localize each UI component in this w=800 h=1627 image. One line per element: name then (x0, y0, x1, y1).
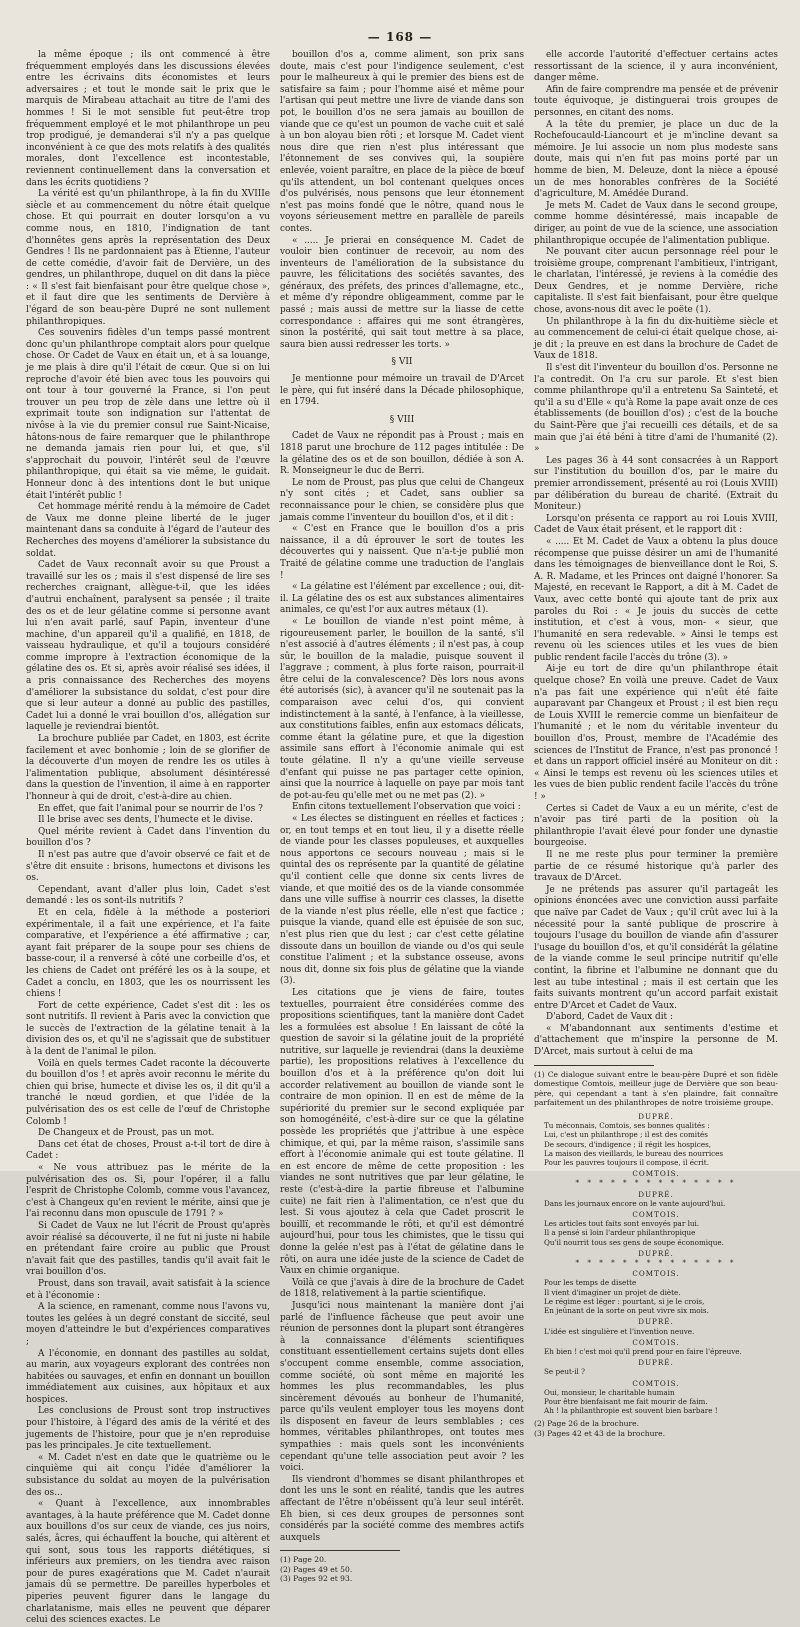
paragraph: elle accorde l'autorité d'effectuer certains actes ressortissant de la science, il y aura inconvénient, danger même. (534, 50, 778, 84)
paragraph: « M'abandonnant aux sentiments d'estime et d'attachement que m'inspire la personne de M. D'Arcet, mais surtout à celui de ma (534, 1023, 778, 1058)
footnote: (1) Ce dialogue suivant entre le beau-père Dupré et son fidèle domestique Comtois, meilleur juge de Dervière que son beau-père, qui cependant a tant à s'en plaindre, fait connaître parfaitement un des philanthropes de notre troisième groupe. (534, 1069, 778, 1108)
paragraph: Un philanthrope à la fin du dix-huitième siècle et au commencement de celui-ci était quelque chose, ai-je dit ; la preuve en est dans la brochure de Cadet de Vaux de 1818. (534, 316, 778, 362)
dialogue-line: Lui, c'est un philanthrope ; il est des comités (544, 1130, 708, 1140)
paragraph: Lorsqu'on présenta ce rapport au roi Louis XVIII, Cadet de Vaux était présent, et le rapport dit : (534, 513, 778, 536)
dialogue-line: Il vient d'imaginer un projet de diète. (544, 1287, 681, 1297)
dialogue-line: Les articles tout faits sont envoyés par lui. (544, 1219, 700, 1229)
dialogue-line: Le régime est léger : pourtant, si je le crois, (544, 1296, 705, 1306)
paragraph: Proust, dans son travail, avait satisfait à la science et à l'économie : (26, 1278, 270, 1301)
dialogue-speaker: COMTOIS. (632, 1210, 680, 1220)
paragraph: « C'est en France que le bouillon d'os a pris naissance, il a dû éprouver le sort de toutes les découvertes qui y naissent. Que n'a-t-je publié mon Traité de gélatine comme une traduction de l'anglais ! (280, 524, 524, 581)
paragraph: la même époque ; ils ont commencé à être fréquemment employés dans les discussions élevées entre les écrivains dits économistes et leurs adversaires ; et tout le monde sait le prix que le marquis de Mirabeau attachait au titre de l'ami des hommes ! Si le mot sensible fut peut-être trop fréquemment employé et le mot philanthrope un peu trop prodigué, je demanderai s'il n'y a pas quelque inconvénient à ce que des mots relatifs à des qualités morales, dont l'excellence est incontestable, reviennent continuellement dans la conversation et dans les écrits quotidiens ? (26, 50, 270, 188)
dialogue-speaker: COMTOIS. (632, 1337, 680, 1347)
paragraph: Voilà ce que j'avais à dire de la brochure de Cadet de 1818, relativement à la partie scientifique. (280, 1277, 524, 1300)
paragraph: Quel mérite revient à Cadet dans l'invention du bouillon d'os ? (26, 826, 270, 849)
paragraph: « ..... Je prierai en conséquence M. Cadet de vouloir bien continuer de recevoir, au nom des inventeurs de l'amélioration de la subsistance du pauvre, les félicitations des sociétés savantes, des généraux, des préfets, des princes d'allemagne, etc., et même d'y répondre obligeamment, comme par le passé ; mais aussi de mettre sur la liasse de cette correspondance : affaires qui me sont étrangères, sinon la postérité, qui sait tout mettre à sa place, saura bien aussi redresser les torts. » (280, 235, 524, 350)
dialogue-speaker: DUPRÉ. (638, 1112, 674, 1122)
paragraph: Voilà en quels termes Cadet raconte la découverte du bouillon d'os ! et après avoir reconnu le mérite du chien qui brise, humecte et divise les os, il dit qu'il a tranché le nœud gordien, et que l'idée de la pulvérisation des os est celle de l'œuf de Christophe Colomb ! (26, 1058, 270, 1127)
dialogue-line: Se peut-il ? (544, 1367, 585, 1377)
paragraph: Les citations que je viens de faire, toutes textuelles, pourraient être considérées comme des propositions scientifiques, tant la manière dont Cadet les a formulées est absolue ! En laissant de côté la question de savoir si la gélatine jouit de la propriété nutritive, sur laquelle je reviendrai (dans la deuxième partie), les propositions relatives à l'excellence du bouillon d'os et à la préférence qu'on doit lui accorder relativement au bouillon de viande sont le contraire de mon opinion. Il en est de même de la supériorité du premier sur le second expliquée par son homogénéité, c'est-à-dire sur ce que la gélatine possède les propriétés que j'attribue à une espèce chimique, et qui, par la même raison, s'assimile sans effort à l'économie animale qui est toute gélatine. Il en est encore de même de cette proposition : les viandes ne sont nutritives que par leur gélatine, le reste (c'est-à-dire la partie fibreuse et l'albumine cuite) ne fait rien à l'alimentation, ce n'est que du lest. Si vous ajoutez à cela que Cadet proscrit le bouillï, et recommande le rôti, et qu'il est démontré aujourd'hui, pour tous les chimistes, que le tissu qui donne la gelée n'est pas à l'état de gélatine dans le rôti, on aura une idée juste de la science de Cadet de Vaux en chimie organique. (280, 987, 524, 1277)
paragraph: A l'économie, en donnant des pastilles au soldat, au marin, aux voyageurs explorant des contrées non habitées ou sauvages, et enfin en donnant un bouillon immédiatement aux cuisines, aux hôpitaux et aux hospices. (26, 1348, 270, 1405)
paragraph: A la science, en ramenant, comme nous l'avons vu, toutes les gelées à un degré constant de siccité, seul moyen d'atteindre le but d'expériences comparatives ; (26, 1302, 270, 1347)
paragraph: Ils viendront d'hommes se disant philanthropes et dont les uns le sont en réalité, tandis que les autres affectant de l'être n'obéissent qu'à leur seul intérêt. Eh bien, si ces deux groupes de personnes sont considérés par la société comme des membres actifs auxquels (280, 1474, 524, 1543)
footnote: (2) Pages 49 et 50. (280, 1564, 353, 1574)
paragraph: Les conclusions de Proust sont trop instructives pour l'histoire, à l'égard des amis de la vérité et des jugements de l'histoire, pour que je n'en reproduise pas les principales. Je cite textuellement. (26, 1406, 270, 1452)
column-1 (26, 50, 270, 1626)
dialogue-line: Pour les pauvres toujours il compose, il écrit. (544, 1158, 709, 1168)
page-number-header: — 168 — (367, 30, 433, 44)
paragraph: Le nom de Proust, pas plus que celui de Changeux n'y sont cités ; et Cadet, sans oublier sa reconnaissance pour le chien, se considère plus que jamais comme l'inventeur du bouillon d'os, et il dit : (280, 477, 524, 523)
paragraph: Cet hommage mérité rendu à la mémoire de Cadet de Vaux me donne pleine liberté de le juger maintenant dans sa conduite à l'égard de l'auteur des Recherches des moyens d'améliorer la subsistance du soldat. (26, 502, 270, 559)
dialogue-line: Ah ! la philanthropie est souvent bien barbare ! (544, 1406, 718, 1416)
ellipsis-stars: * * * * * * * * * * * * * * (575, 1258, 737, 1268)
footnote: (2) Page 26 de la brochure. (534, 1419, 640, 1429)
dialogue-speaker: DUPRÉ. (638, 1317, 674, 1327)
paragraph: Je mets M. Cadet de Vaux dans le second groupe, comme homme désintéressé, mais incapable de diriger, au point de vue de la science, une association philanthropique occupée de l'alimentation publique. (534, 200, 778, 246)
dialogue-speaker: COMTOIS. (632, 1269, 680, 1279)
section-heading: § VIII (389, 414, 415, 425)
paragraph: A la tête du premier, je place un duc de la Rochefoucauld-Liancourt et je m'incline devant sa mémoire. Je lui associe un nom plus modeste sans doute, mais qui n'en fut pas moins porté par un homme de bien, M. Deleuze, dont la nièce a épousé un de mes honorables confrères de la Société d'agriculture, M. Amédée Durand. (534, 119, 778, 200)
paragraph: Fort de cette expérience, Cadet s'est dit : les os sont nutritifs. Il revient à Paris avec la conviction que le succès de l'extraction de la gélatine tenait à la division des os, et qu'il ne s'agissait que de substituer à la dent de l'animal le pilon. (26, 1000, 270, 1058)
dialogue-speaker: COMTOIS. (632, 1169, 680, 1179)
paragraph: « Quant à l'excellence, aux innombrables avantages, à la haute préférence que M. Cadet donne aux bouillons d'os sur ceux de viande, ces jus noirs, salés, âcres, qui échauffent la bouche, qui altèrent et qui sont, sous tous les rapports diététiques, si inférieurs aux premiers, on les tiendra avec raison pour de pures exagérations que M. Cadet n'aurait jamais dû se permettre. De pareilles hyperboles et piperies peuvent figurer dans le langage du charlatanisme, mais elles ne peuvent que déparer celui des sciences exactes. Le (26, 1499, 270, 1626)
paragraph: « M. Cadet n'est en date que le quatrième ou le cinquième qui ait conçu l'idée d'améliorer la subsistance du soldat au moyen de la pulvérisation des os... (26, 1452, 270, 1498)
paragraph: bouillon d'os a, comme aliment, son prix sans doute, mais c'est pour l'indigence seulement, c'est pour le malheureux à qui le premier des biens est de satisfaire sa faim ; pour l'homme aisé et même pour l'artisan qui peut mettre une livre de viande dans son pot, le bouillon d'os ne sera jamais au bouillon de viande que ce qu'est un poumon de vache cuit et salé à un bon aloyau bien rôti ; et lorsque M. Cadet vient nous dire que rien n'est plus intéressant que l'étonnement de ses convives qui, la soupière enlevée, voient paraître, en place de la pièce de bœuf qu'ils attendent, un bol contenant quelques onces d'os pulvérisés, nous pensons que leur étonnement n'est pas moins fondé que le nôtre, quand nous le voyons sérieusement mettre en parallèle de pareils contes. (280, 50, 524, 234)
paragraph: Certes si Cadet de Vaux a eu un mérite, c'est de n'avoir pas tiré parti de la position où la philanthropie l'avait élevé pour fonder une dynastie bourgeoise. (534, 803, 778, 849)
dialogue-line: Dans les journaux encore on le vante aujourd'hui. (544, 1198, 726, 1208)
paragraph: De Changeux et de Proust, pas un mot. (38, 1128, 215, 1139)
text-columns (26, 50, 778, 1626)
paragraph: Et en cela, fidèle à la méthode a posteriori expérimentale, il a fait une expérience, et l'a faite comparative, et l'expérience a été affirmative ; car, ayant fait préparer de la soupe pour ses chiens de basse-cour, il a renversé à côté une corbeille d'os, et les chiens de Cadet ont préféré les os à la soupe, et Cadet a conclu, en 1803, que les os nourrissent les chiens ! (26, 907, 270, 1000)
footnote: (3) Pages 92 et 93. (280, 1574, 353, 1584)
paragraph: En effet, que fait l'animal pour se nourrir de l'os ? (38, 803, 263, 814)
paragraph: Cependant, avant d'aller plus loin, Cadet s'est demandé : les os sont-ils nutritifs ? (26, 884, 270, 907)
dialogue-line: Qu'il nourrit tous ses gens de soupe économique. (544, 1237, 724, 1247)
paragraph: Cadet de Vaux reconnaît avoir su que Proust a travaillé sur les os ; mais il s'est dispensé de lire ses recherches craignant, allègue-t-il, que les idées d'autrui enchaînent, paralysent sa pensée ; il traite des os et de leur gélatine comme si personne avant lui n'en avait parlé, sauf Papin, inventeur d'une machine, d'un appareil qu'il a qualifié, en 1818, de vaisseau hydraulique, et qu'il a toujours considéré comme impropre à l'extraction économique de la gélatine des os. Et si, après avoir réalisé ses idées, il a pris connaissance des Recherches des moyens d'améliorer la subsistance du soldat, c'est pour dire que si leur auteur a donné au public des pastilles, Cadet lui a donné le vrai bouillon d'os, allégation sur laquelle je reviendrai bientôt. (26, 560, 270, 733)
paragraph: Ces souvenirs fidèles d'un temps passé montrent donc qu'un philanthrope comptait alors pour quelque chose. Or Cadet de Vaux en était un, et à sa louange, je me plais à dire qu'il l'était de cœur. Que si on lui reproche d'avoir été bien avec tous les pouvoirs qui ont tour à tour gouverné la France, si l'on peut trouver un peu trop de zèle dans une lettre où il exprimait toute son indignation sur l'attentat de nivôse à la vie du premier consul rue Saint-Nicaise, hâtons-nous de faire remarquer que le philanthrope ne demanda jamais rien pour lui, et que, s'il s'approchait du pouvoir, l'intérêt seul de l'œuvre philanthropique, qui était sa vie même, le guidait. Honneur donc à des intentions dont le but unique était l'intérêt public ! (26, 328, 270, 501)
column-2 (280, 50, 524, 1584)
paragraph: La vérité est qu'un philanthrope, à la fin du XVIIIe siècle et au commencement du nôtre était quelque chose. Et qui pourrait en douter lorsqu'on a vu comme nous, en 1810, l'indignation de tant d'honnêtes gens après la représentation des Deux Gendres ! Ils ne pardonnaient pas à Etienne, l'auteur de cette comédie, d'avoir fait de Dervière, un des gendres, un philanthrope, duquel on dit dans la pièce : « Il s'est fait bienfaisant pour être quelque chose », et il faut dire que les sentiments de Dervière à l'égard de son beau-père Dupré ne sont nullement philanthropiques. (26, 189, 270, 327)
footnote: (1) Page 20. (280, 1555, 327, 1565)
paragraph: Ai-je eu tort de dire qu'un philanthrope était quelque chose? En voilà une preuve. Cadet de Vaux n'a pas fait une expérience qui n'eût été faite auparavant par Changeux et Proust ; il est bien reçu de Louis XVIII le remercie comme un bienfaiteur de l'humanité ; et le nom du véritable inventeur du bouillon d'os, Proust, membre de l'Académie des sciences de l'Institut de France, n'est pas prononcé ! et dans un rapport officiel inséré au Moniteur on dit : « Ainsi le temps est revenu où les sciences utiles et les vues de bien public rendent facile l'accès du trône ! » (534, 664, 778, 802)
dialogue-line: De secours, d'indigence ; il régit les hospices, (544, 1139, 712, 1149)
section-heading: § VII (391, 357, 413, 368)
dialogue-speaker: COMTOIS. (632, 1378, 680, 1388)
paragraph: Afin de faire comprendre ma pensée et de prévenir toute équivoque, je distinguerai trois groupes de personnes, en citant des noms. (534, 84, 778, 118)
dialogue-line: Tu méconnais, Comtois, ses bonnes qualités : (544, 1121, 710, 1131)
paragraph: Dans cet état de choses, Proust a-t-il tort de dire à Cadet : (26, 1139, 270, 1162)
paragraph: Cadet de Vaux ne répondit pas à Proust ; mais en 1818 parut une brochure de 112 pages intitulée : De la gélatine des os et de son bouillon, dédiée à son A. R. Monseigneur le duc de Berri. (280, 431, 524, 477)
footnote-rule (534, 1065, 654, 1066)
ellipsis-stars: * * * * * * * * * * * * * * (575, 1178, 737, 1188)
column-3 (534, 50, 778, 1438)
paragraph: D'abord, Cadet de Vaux dit : (546, 1012, 673, 1023)
footnotes (534, 1419, 778, 1438)
dialogue-line: Pour être bienfaisant me fait mourir de faim. (544, 1396, 708, 1406)
dialogue-line: La maison des vieillards, le bureau des nourrices (544, 1148, 724, 1158)
paragraph: Il ne me reste plus pour terminer la première partie de ce résumé historique qu'à parler des travaux de D'Arcet. (534, 849, 778, 884)
paragraph: Il n'est pas autre que d'avoir observé ce fait et de s'être dit ensuite : brisons, humectons et divisons les os. (26, 849, 270, 884)
paragraph: « Le bouillon de viande n'est point même, à rigoureusement parler, le bouillon de la santé, s'il n'est associé à d'autres éléments ; il n'est pas, à coup sûr, le bouillon de la maladie, puisque souvent il l'aggrave ; comment, à plus forte raison, pourrait-il être celui de la convalescence? Dès lors nous avons été autorisés (sic), à avancer qu'il ne soutenait pas la comparaison avec celui d'os, qui convient indistinctement à la santé, à l'enfance, à la vieillesse, aux constitutions faibles, enfin aux estomacs délicats, comme étant la gélatine pure, et que la digestion assimile sans effort à l'économie animale qui est toute gélatine. Il n'y a qu'une vieille serveuse d'enfant qui puisse ne pas partager cette opinion, ainsi que la nourrice à laquelle on paye par mois tant de pot-au-feu qu'elle met ou ne met pas (2). » (280, 616, 524, 801)
paragraph: Enfin citons textuellement l'observation que voici : (292, 802, 521, 813)
paragraph: Je ne prétends pas assurer qu'il partageât les opinions énoncées avec une conviction aussi parfaite que naïve par Cadet de Vaux ; qu'il crût avec lui à la nécessité pour la santé publique de proscrire à toujours l'usage du bouillon de viande afin d'assurer l'usage du bouillon d'os, et qu'il considérât la gélatine de la viande comme le seul principe nutritif qu'elle contînt, la fibrine et l'albumine ne donnant que du lest au tube intestinal ; mais il est certain que les faits suivants montrent qu'un accord parfait existait entre D'Arcet et Cadet de Vaux. (534, 884, 778, 1011)
dialogue-line: Pour les temps de disette (544, 1278, 637, 1288)
dialogue-excerpt (534, 1112, 778, 1415)
paragraph: Il le brise avec ses dents, l'humecte et le divise. (38, 815, 253, 826)
dialogue-speaker: DUPRÉ. (638, 1358, 674, 1368)
paragraph: Ne pouvant citer aucun personnage réel pour le troisième groupe, comprenant l'ambitieux, l'intrigant, le charlatan, l'intéressé, je reviens à la comédie des Deux Gendres, et je nomme Dervière, riche capitaliste. Il s'est fait bienfaisant, pour être quelque chose, avons-nous dit avec le poëte (1). (534, 247, 778, 316)
dialogue-speaker: DUPRÉ. (638, 1248, 674, 1258)
paragraph: « La gélatine est l'élément par excellence ; oui, dit-il. La gélatine des os est aux substances alimentaires animales, ce qu'est l'or aux autres métaux (1). (280, 582, 524, 616)
paragraph: « Ne vous attribuez pas le mérite de la pulvérisation des os. Si, pour l'opérer, il a fallu l'esprit de Christophe Colomb, comme vous l'avancez, c'est à Changeux qu'en revient le mérite, ainsi que je l'ai reconnu dans mon opuscule de 1791 ? » (26, 1163, 270, 1220)
footnotes (280, 1555, 524, 1583)
dialogue-line: Oui, monsieur, le charitable humain (544, 1387, 675, 1397)
paragraph: Jusqu'ici nous maintenant la manière dont j'ai parlé de l'influence fâcheuse que peut avoir une réunion de personnes dont la plupart sont étrangères à la connaissance d'éléments scientifiques constituant essentiellement certains sujets dont elles s'occupent comme ensemble, comme association, comme société, où sont même en majorité les hommes les plus recommandables, les plus sincèrement dévoués au bonheur de l'humanité, parce qu'ils veulent employer tous les moyens dont ils disposent en faveur de leurs semblables ; ces hommes, véritables philanthropes, ont toutes mes sympathies : mais quels sont les inconvénients cependant qu'une telle association peut avoir ? les voici. (280, 1300, 524, 1474)
paragraph: Les pages 36 à 44 sont consacrées à un Rapport sur l'institution du bouillon d'os, par le maire du premier arrondissement, présenté au roi (Louis XVIII) par délibération du bureau de charité. (Extrait du Moniteur.) (534, 455, 778, 513)
dialogue-speaker: DUPRÉ. (638, 1189, 674, 1199)
paragraph: Je mentionne pour mémoire un travail de D'Arcet le père, qui fut inséré dans la Décade philosophique, en 1794. (280, 374, 524, 408)
paragraph: « ..... Et M. Cadet de Vaux a obtenu la plus douce récompense que puisse désirer un ami de l'humanité dans les témoignages de bienveillance dont le Roi, S. A. R. Madame, et les Princes ont daigné l'honorer. Sa Majesté, en recevant le Rapport, a dit à M. Cadet de Vaux, avec cette bonté qui ajoute tant de prix aux paroles du Roi : « Je jouis du succès de cette institution, et c'est à vous, mon- « sieur, que l'humanité en sera redevable. » Ainsi le temps est revenu où les sciences utiles et les vues de bien public rendent facile l'accès du trône (3). » (534, 536, 778, 663)
dialogue-line: En jeûnant de la sorte on peut vivre six mois. (544, 1306, 709, 1316)
footnote: (3) Pages 42 et 43 de la brochure. (534, 1428, 666, 1438)
paragraph: « Les électes se distinguent en réelles et factices ; or, en tout temps et en tout lieu, il y a disette réelle de viande pour les classes populeuses, et auxquelles nous apportons ce secours nouveau ; mais si le quintal des os représente par la quantité de gélatine qu'il contient celle que donne six cents livres de viande, et que moitié des os de la viande consommée dans une ville suffise à nourrir ces classes, la disette de la viande n'est plus réelle, elle n'est que factice ; puisque la viande, quand elle est épuisée de son suc, n'est plus rien que du lest ; car c'est cette gélatine dissoute dans un bouillon de viande ou d'os qui seule constitue l'aliment ; et la substance osseuse, avons nous dit, donne six fois plus de gélatine que la viande (3). (280, 814, 524, 987)
paragraph: Il s'est dit l'inventeur du bouillon d'os. Personne ne l'a contredit. On l'a cru sur parole. Et s'est bien comme philanthrope qu'il a entretenu Sa Sainteté, et qu'il a su d'Elle « qu'à Rome la pape avait onze de ces établissements (de bouillon d'os) ; c'est de la bouche du Saint-Père que j'ai recueilli ces détails, et de sa main que j'ai été béni à titre d'ami de l'humanité (2). » (534, 363, 778, 455)
dialogue-line: Il a pensé si loin l'ardeur philanthropique (544, 1228, 696, 1238)
footnote-rule (280, 1550, 400, 1551)
dialogue-line: Eh bien ! c'est moi qu'il prend pour en faire l'épreuve. (544, 1346, 742, 1356)
paragraph: La brochure publiée par Cadet, en 1803, est écrite facilement et avec bonhomie ; loin de se glorifier de la découverte d'un moyen de rendre les os utiles à l'alimentation publique, absolument désintéressé dans la question de l'invention, il aime à en rapporter l'honneur à qui de droit, c'est-à-dire au chien. (26, 734, 270, 802)
dialogue-line: L'idée est singulière et l'invention neuve. (544, 1326, 695, 1336)
paragraph: Si Cadet de Vaux ne lut l'écrit de Proust qu'après avoir réalisé sa découverte, il ne fut ni juste ni habile en prétendant faire croire au public que Proust n'avait fait que des pastilles, tandis qu'il avait fait le vrai bouillon d'os. (26, 1220, 270, 1278)
